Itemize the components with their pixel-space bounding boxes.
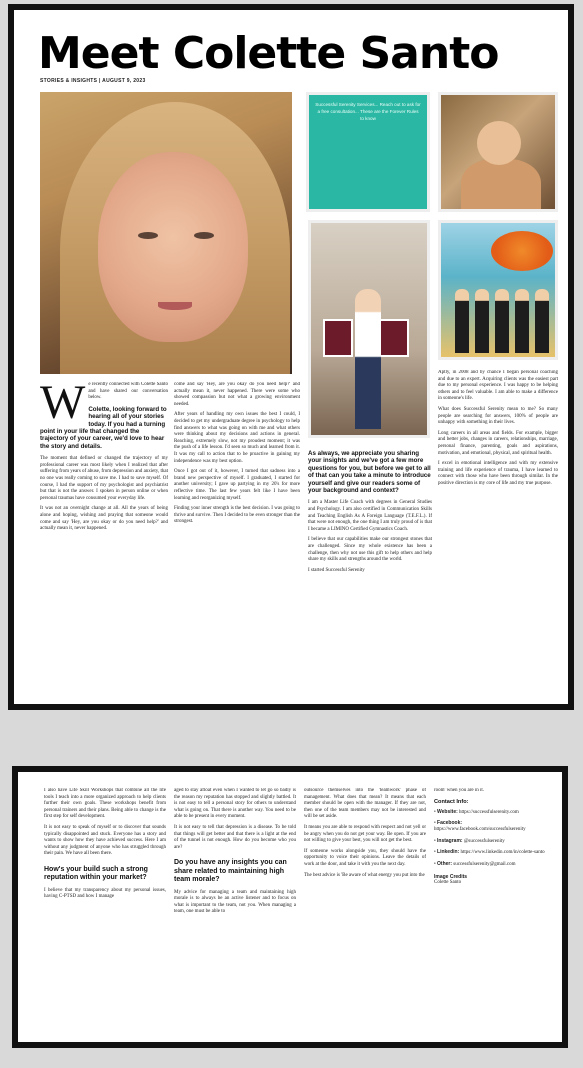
- body-paragraph: come and say 'Hey, are you okay do you need help?' and actually mean it, never happened. There were some who showed compassion but not what a growing environment needed.: [174, 382, 300, 407]
- body-paragraph: It was not an overnight change at all. All the years of being alone and hoping, wishing and praying that someone would come and say 'Hey, are you okay or do you need help?' and actually mean it, never happened.: [40, 506, 168, 532]
- contact-list: [434, 809, 550, 868]
- team-banner: [491, 231, 553, 271]
- team-member: [535, 289, 549, 353]
- body-paragraph: The moment that defined or changed the trajectory of my professional career was most likely when I realized that after suffering from years of abuse, from depression and anxiety, that no one was really coming to save me. I had to save myself. Of course, I had the support of my psychologist and psychiatrist but that is not the answer. I spoken in person online or when personal traumas have consumed your everyday life.: [40, 456, 168, 501]
- body-paragraph: If someone works alongside you, they should have the opportunity to voice their opinions. Leave the details of work at the door, and take it with you the next day.: [304, 848, 426, 867]
- body-paragraph: aged to stay afloat even when I wanted to let go so badly is the reason my reputation has stopped and slightly battled. It is not easy to tell a personal story for others to understand what is going on. That there is another way. You need to be able to be present in every moment.: [174, 788, 296, 820]
- certificates-person: [355, 289, 381, 429]
- image-credits-heading: Image Credits: [434, 874, 468, 881]
- question-1: Colette, looking forward to hearing all of your stories today. If you had a turning point in your life that changed the trajectory of your career, we'd love to hear the story and details.: [40, 405, 167, 450]
- contact-instagram[interactable]: • Instagram: @successfulserenity: [434, 837, 505, 844]
- body-paragraph: I believe that my transparency about my personal issues, having C-PTSD and how I manage: [44, 887, 166, 900]
- page2-column-1: [44, 788, 166, 1044]
- page1-column-3: [308, 446, 432, 700]
- body-paragraph: I am a Master Life Coach with degrees in General Studies and Psychology. I am also certified in Communication Skills and Teaching English As A Foreign Language (T.E.F.L.). If that were not enough, the one thing I am truly proud of is that I became a LIMINO Certified Gymnastics Coach.: [308, 500, 432, 532]
- page2-column-4: [434, 788, 550, 1044]
- body-paragraph: outsource themselves into the 'teamwork' phase of management. What does that mean? It means that each member should be open with the manager. If they are not, then one of the team members may not be interested and will be set aside.: [304, 788, 426, 820]
- body-paragraph: The best advice is 'Be aware of what energy you put into the: [304, 872, 425, 878]
- contact-website[interactable]: • Website: https://successfulserenity.com: [434, 808, 519, 815]
- magazine-page-1: [8, 4, 574, 710]
- body-paragraph: I excel in emotional intelligence and with my extensive training and life experience of trauma, I have learned to connect with those who have been through similar. In the positive direction is my core of life and my true purpose.: [438, 461, 558, 486]
- quote-card-text: Successful Serenity Services... Reach out to ask for a free consultation... These are the Forever Rules to know: [315, 102, 421, 122]
- body-paragraph: Finding your inner strength is the best decision. I was going to thrive and survive. Then I decided to be even stronger than the strongest.: [174, 506, 300, 525]
- team-photo: [438, 220, 558, 360]
- team-member: [515, 289, 529, 353]
- body-paragraph: I believe that our capabilities make our strongest stones that are challenged. Since my whole existence has been a challenge, then why not use this gift to help others and help share my skills and strengths around the world.: [308, 537, 432, 563]
- team-member: [455, 289, 469, 353]
- certificates-photo: [308, 220, 430, 438]
- child-body: [461, 159, 541, 212]
- body-paragraph: Long careers in all areas and fields. For example, bigger and better jobs, changes in careers, relationships, marriage, personal finance, parenting, goals and aspirations, motivation, and emotional, physical, and spiritual health.: [438, 430, 558, 456]
- question-4: Do you have any insights you can share related to maintaining high team morale?: [174, 859, 287, 884]
- page2-column-2: [174, 788, 296, 1044]
- team-member: [475, 289, 489, 353]
- question-2: As always, we appreciate you sharing your insights and we've got a few more questions for you, but before we get to all of that can you take a minute to introduce yourself and give our readers some of your background and context?: [308, 450, 431, 495]
- page1-column-1: [40, 382, 168, 700]
- magazine-page-2: [12, 766, 568, 1048]
- body-paragraph: What does Successful Serenity mean to me? So many people are searching for answers, 100% of people are unhappy with something in their lives.: [438, 406, 558, 426]
- body-paragraph: Aptly, in 2008 and by chance I began personal coaching and due to an expert. Acquiring clients was the easiest part due to my personal experience. I was happy to be helping others and to feel valuable. I am able to make a difference in someone's life.: [438, 370, 558, 402]
- image-credits-value: Colette Santo: [434, 880, 462, 886]
- body-paragraph: Once I got out of it, however, I turned that sadness into a brand new perspective of myself. I graduated, I started for another university; I gave up partying in my 20's for more reflective time. The last few years felt like I have been learning and reorganizing myself.: [174, 469, 300, 501]
- portrait-eye-left: [138, 232, 158, 239]
- quote-card-photo: [306, 92, 430, 212]
- child-face: [477, 121, 521, 165]
- body-paragraph: I also have Life Skill Workshops that combine all the life tools I teach into a more organized approach to help clients further their own goals. These workshops benefit from personal trainers and their plans. Being able to change is the first step for self development.: [44, 788, 166, 820]
- contact-other[interactable]: • Other: successfulserenity@gmail.com: [434, 860, 516, 867]
- child-photo: [438, 92, 558, 212]
- portrait-face: [98, 152, 248, 342]
- contact-facebook[interactable]: • Facebook: https://www.facebook.com/successfulserenity: [434, 820, 526, 833]
- portrait-eye-right: [194, 232, 214, 239]
- article-byline: STORIES & INSIGHTS | AUGUST 9, 2023: [40, 78, 146, 84]
- body-paragraph: It means you are able to respond with respect and not yell or be angry when you do not get your way. Be open. If you are not willing to give your best, you will not get the best.: [304, 824, 426, 844]
- question-3: How's your build such a strong reputation within your market?: [44, 865, 148, 882]
- body-paragraph: It is not easy to tell that depression is a disease. To be told that things will get better and that there is a light at the end of the tunnel is not enough. How do you become who you are?: [174, 824, 296, 850]
- article-title: Meet Colette Santo: [38, 28, 499, 79]
- page1-column-4: [438, 370, 558, 700]
- certificate-frame-left: [323, 319, 353, 357]
- body-paragraph: My advice for managing a team and maintaining high morale is to always be an active listener and to focus on what is important to the team, not you. When managing a team, one must be able to: [174, 889, 296, 915]
- body-paragraph: I started Successful Serenity: [308, 567, 365, 573]
- body-paragraph: room' when you are in it.: [434, 788, 485, 793]
- team-member: [495, 289, 509, 353]
- portrait-photo: [40, 92, 292, 374]
- contact-linkedin[interactable]: • Linkedin: https://www.linkedin.com/in/colette-santo: [434, 849, 545, 856]
- body-paragraph: It is not easy to speak of myself or to discover that sounds typically disappointed and stuck. Everyone has a story and wants to show how they have achieved success. Here I am without any judgment of anyone who has struggled through their pain. We have all been there.: [44, 824, 166, 857]
- page2-column-3: [304, 788, 426, 1044]
- portrait-mouth: [158, 302, 192, 310]
- certificate-frame-right: [379, 319, 409, 357]
- contact-heading: Contact Info:: [434, 798, 469, 805]
- page1-column-2: [174, 382, 300, 700]
- body-paragraph: After years of handling my own issues the best I could, I decided to get my undergraduate degree in psychology to help find answers to what was going on with me and what others were thinking about my decisions and actions in general. Reaching, extremely slow, not my proudest moment; it was the push of a life lesson. I'd seen so much and learned from it. It was my call to action that to be proactive in gaining my independence was my best option.: [174, 412, 300, 464]
- intro-text: e recently connected with Colette Santo and have shared our conversation below.: [88, 382, 168, 401]
- drop-cap: W: [40, 382, 86, 429]
